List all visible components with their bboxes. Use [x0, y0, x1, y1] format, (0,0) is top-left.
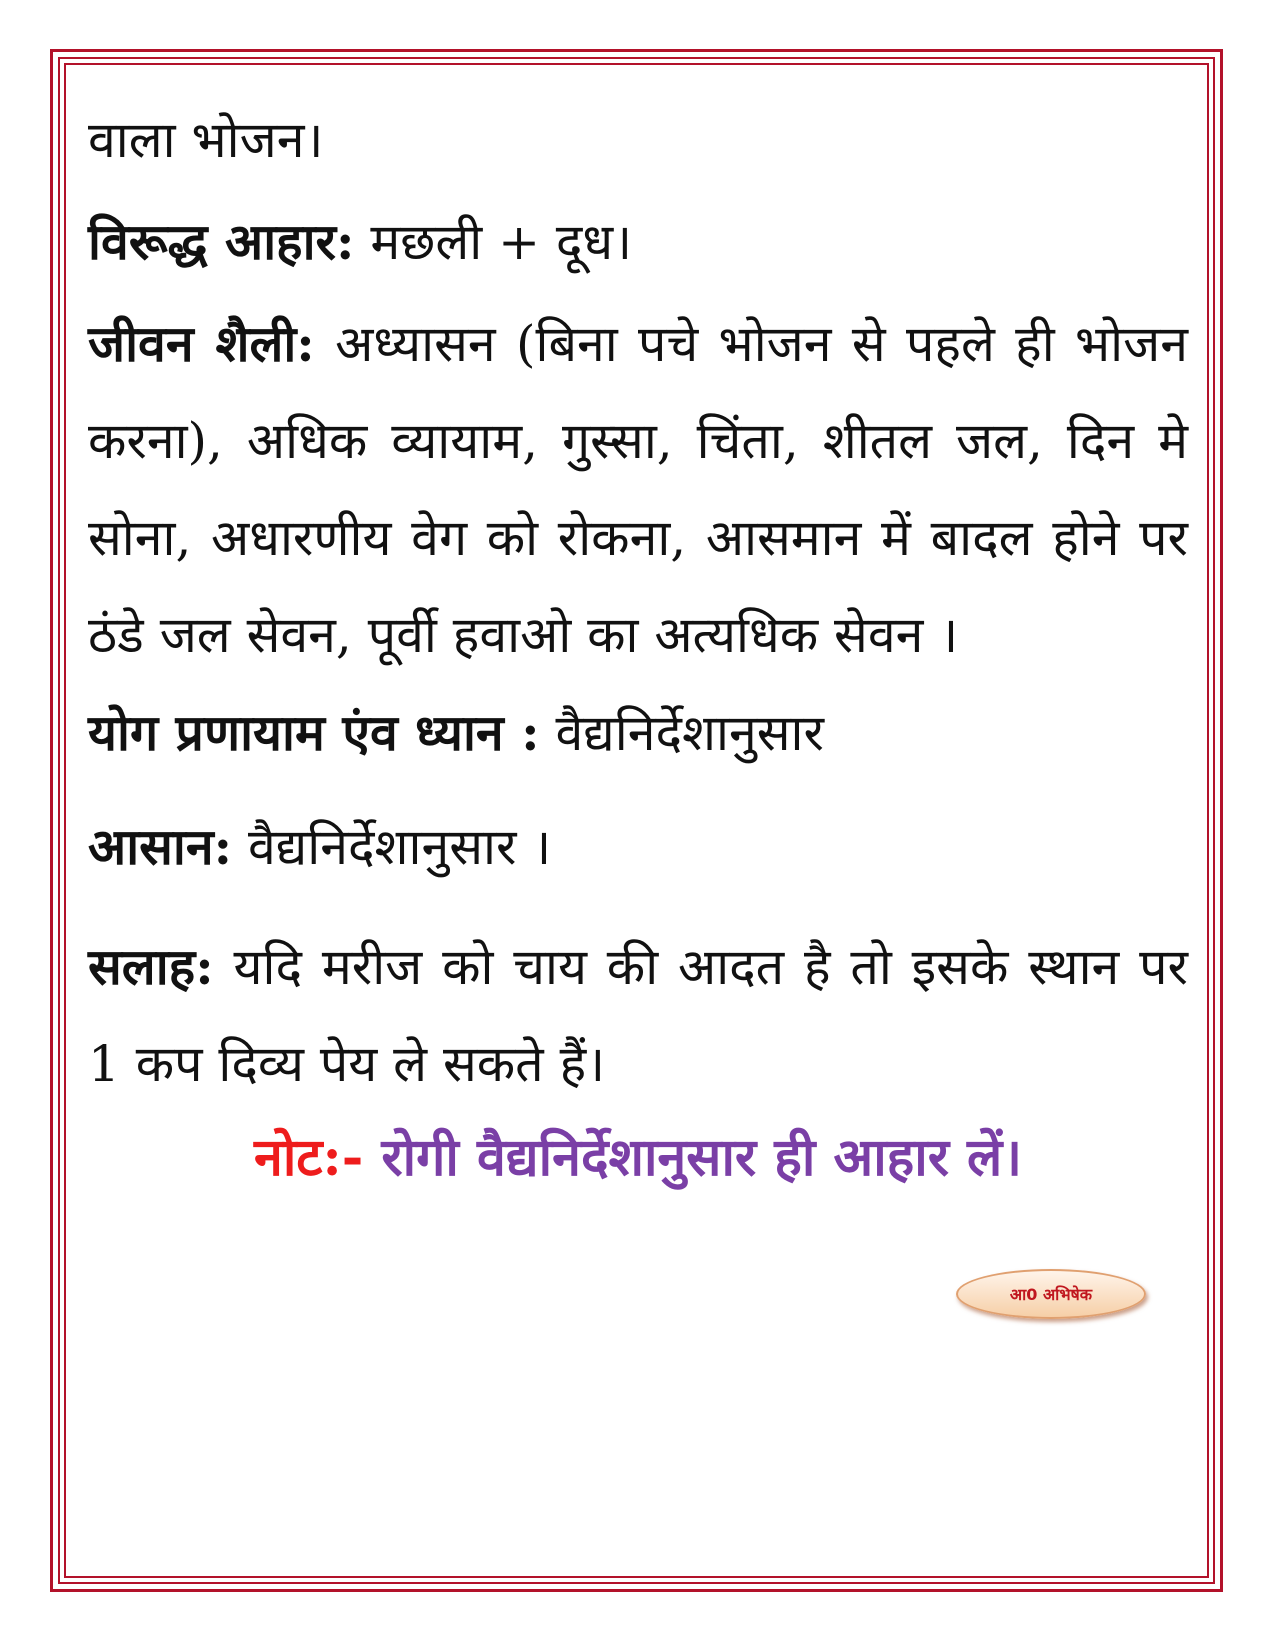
signature-badge [956, 1269, 1146, 1319]
salah-label: सलाह: [88, 937, 214, 996]
viruddh-aahar-text: मछली + दूध। [370, 213, 633, 271]
aasan-label: आसान: [88, 817, 233, 876]
viruddh-aahar-label: विरूद्ध आहार: [88, 212, 355, 271]
yog-pranayam-label: योग प्रणायाम एंव ध्यान : [88, 703, 540, 762]
jeevan-shaili-text: अध्यासन (बिना पचे भोजन से पहले ही भोजन करना), अधिक व्यायाम, गुस्सा, चिंता, शीतल जल, दिन मे सोना, अधारणीय वेग को रोकना, आसमान में बादल होने पर ठंडे जल सेवन, पूर्वी हवाओ का अत्यधिक सेवन । [88, 315, 1188, 664]
document-body [88, 92, 1188, 1255]
signature-text: आ0 अभिषेक [1009, 1285, 1093, 1304]
aasan-text: वैद्यनिर्देशानुसार । [247, 818, 552, 876]
aasan-paragraph [88, 798, 1188, 896]
intro-line: वाला भोजन। [88, 111, 324, 169]
note-label: नोट:- [253, 1127, 364, 1188]
jeevan-shaili-paragraph [88, 295, 1188, 684]
note-line [88, 1113, 1188, 1203]
salah-text: यदि मरीज को चाय की आदत है तो इसके स्थान पर 1 कप दिव्य पेय ले सकते हैं। [88, 938, 1188, 1093]
yog-pranayam-paragraph [88, 684, 1188, 782]
yog-pranayam-text: वैद्यनिर्देशानुसार [555, 704, 824, 762]
jeevan-shaili-label: जीवन शैली: [88, 314, 315, 373]
note-text: रोगी वैद्यनिर्देशानुसार ही आहार लें। [381, 1127, 1023, 1188]
viruddh-aahar-paragraph [88, 193, 1188, 291]
salah-paragraph [88, 918, 1188, 1113]
